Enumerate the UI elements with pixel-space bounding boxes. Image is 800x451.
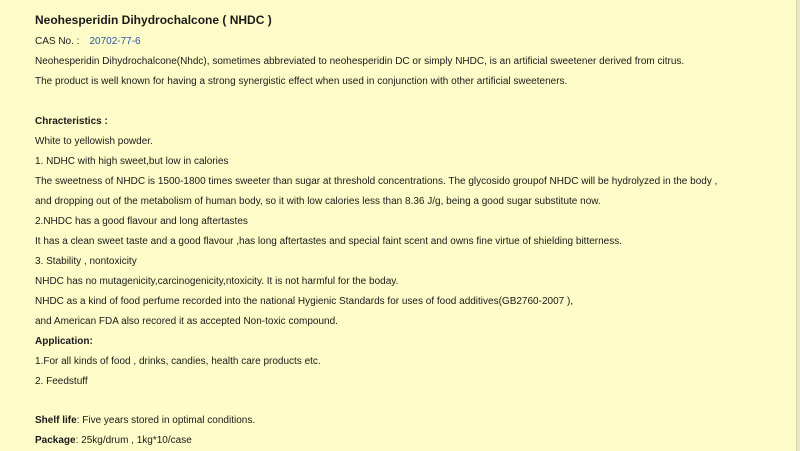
application-heading: Application: <box>35 336 93 347</box>
shelf-life-label: Shelf life <box>35 415 77 426</box>
cas-value: 20702-77-6 <box>89 36 141 47</box>
characteristics-line-1: White to yellowish powder. <box>35 136 153 147</box>
characteristics-line-10: and American FDA also recored it as accepted Non-toxic compound. <box>35 316 338 327</box>
window-right-edge <box>796 0 800 451</box>
package-line <box>35 434 192 448</box>
characteristics-heading: Chracteristics : <box>35 116 108 127</box>
package-label: Package <box>35 435 76 446</box>
cas-number-line <box>35 35 141 49</box>
characteristics-line-6: It has a clean sweet taste and a good flavour ,has long aftertastes and special faint scent and owns fine virtue of shielding bitterness. <box>35 236 623 247</box>
characteristics-line-8: NHDC has no mutagenicity,carcinogenicity,ntoxicity. It is not harmful for the boday. <box>35 276 399 287</box>
cas-label: CAS No. : <box>35 36 80 47</box>
shelf-life-line <box>35 414 255 428</box>
characteristics-line-9: NHDC as a kind of food perfume recorded into the national Hygienic Standards for uses of food additives(GB2760-2007 ), <box>35 296 574 307</box>
page-title: Neohesperidin Dihydrochalcone ( NHDC ) <box>35 13 272 27</box>
characteristics-line-7: 3. Stability , nontoxicity <box>35 256 137 267</box>
characteristics-line-3: The sweetness of NHDC is 1500-1800 times sweeter than sugar at threshold concentrations. The glycosido groupof NHDC will be hydrolyzed in the body , <box>35 176 718 187</box>
characteristics-line-5: 2.NHDC has a good flavour and long aftertastes <box>35 216 248 227</box>
application-line-2: 2. Feedstuff <box>35 376 88 387</box>
intro-line-2: The product is well known for having a strong synergistic effect when used in conjunction with other artificial sweeteners. <box>35 76 568 87</box>
characteristics-line-4: and dropping out of the metabolism of human body, so it with low calories less than 8.36 J/g, being a good sugar substitute now. <box>35 196 601 207</box>
intro-line-1: Neohesperidin Dihydrochalcone(Nhdc), sometimes abbreviated to neohesperidin DC or simply NHDC, is an artificial sweetener derived from citrus. <box>35 56 685 67</box>
shelf-life-value: : Five years stored in optimal conditions. <box>76 415 256 426</box>
application-line-1: 1.For all kinds of food , drinks, candies, health care products etc. <box>35 356 321 367</box>
characteristics-line-2: 1. NDHC with high sweet,but low in calories <box>35 156 229 167</box>
package-value: : 25kg/drum , 1kg*10/case <box>75 435 192 446</box>
